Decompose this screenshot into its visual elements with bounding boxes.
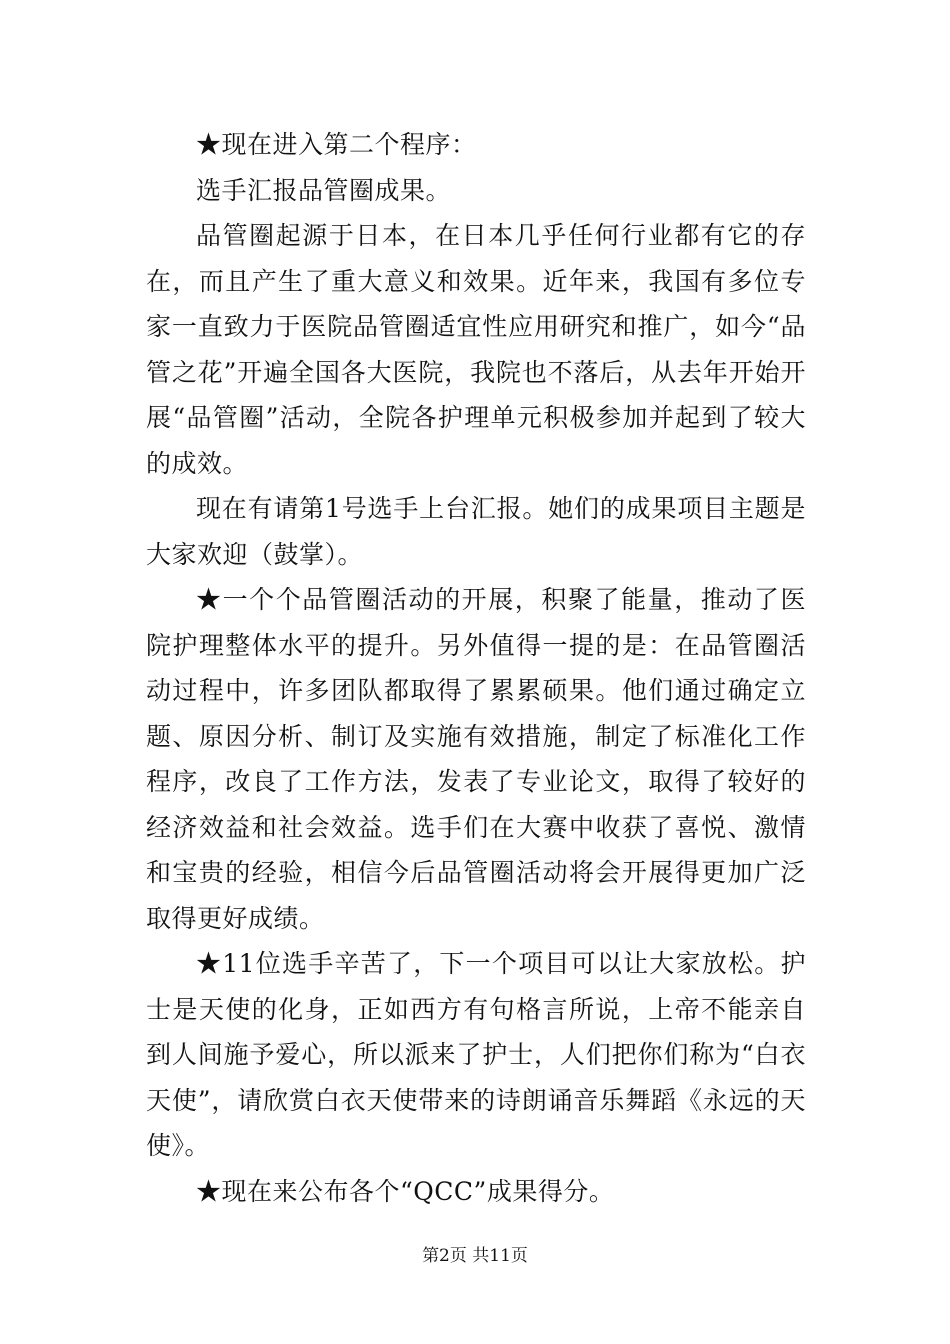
paragraph-achievements: ★一个个品管圈活动的开展，积聚了能量，推动了医院护理整体水平的提升。另外值得一提的是：在品管圈活动过程中，许多团队都取得了累累硕果。他们通过确定立题、原因分析、制订及实施有效措施，制定了标准化工作程序，改良了工作方法，发表了专业论文，取得了较好的经济效益和社会效益。选手们在大赛中收获了喜悦、激情和宝贵的经验，相信今后品管圈活动将会开展得更加广泛取得更好成绩。 — [146, 585, 806, 933]
paragraph-qcc-origin: 品管圈起源于日本，在日本几乎任何行业都有它的存在，而且产生了重大意义和效果。近年来，我国有多位专家一直致力于医院品管圈适宜性应用研究和推广，如今“品管之花”开遍全国各大医院，我院也不落后，从去年开始开展“品管圈”活动，全院各护理单元积极参加并起到了较大的成效。 — [146, 221, 806, 478]
page-number-footer: 第2页 共11页 — [422, 1246, 528, 1266]
document-body — [146, 122, 806, 1214]
paragraph-announce-scores: ★现在来公布各个“QCC”成果得分。 — [196, 1176, 615, 1206]
paragraph-program-two: ★现在进入第二个程序： — [196, 130, 477, 159]
paragraph-report-results: 选手汇报品管圈成果。 — [196, 175, 452, 205]
paragraph-contestant-one: 现在有请第1号选手上台汇报。她们的成果项目主题是大家欢迎（鼓掌）。 — [146, 494, 806, 569]
paragraph-angel-performance: ★11位选手辛苦了，下一个项目可以让大家放松。护士是天使的化身，正如西方有句格言所说，上帝不能亲自到人间施予爱心，所以派来了护士，人们把你们称为“白衣天使”，请欣赏白衣天使带来的诗朗诵音乐舞蹈《永远的天使》。 — [146, 949, 806, 1160]
